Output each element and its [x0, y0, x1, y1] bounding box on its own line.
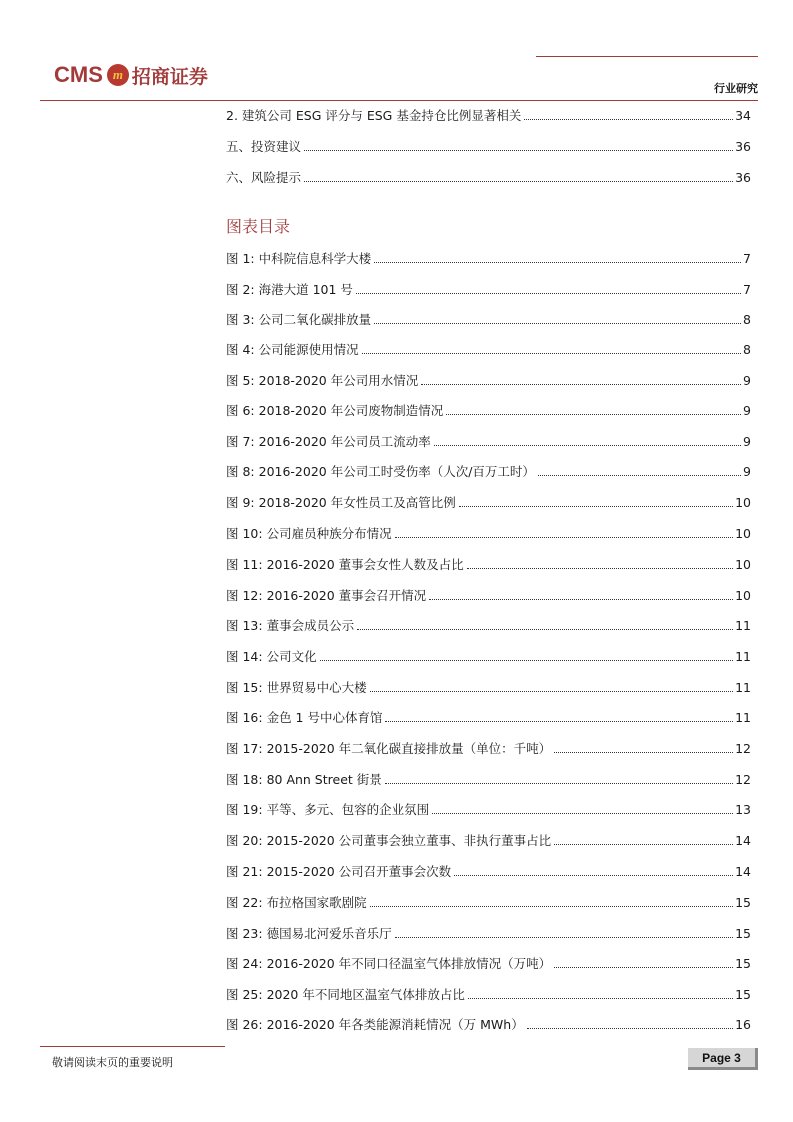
- leader-dots: [356, 293, 741, 294]
- leader-dots: [524, 119, 733, 120]
- leader-dots: [304, 181, 733, 182]
- figure-entry-page: 9: [743, 464, 751, 479]
- leader-dots: [395, 537, 734, 538]
- leader-dots: [421, 384, 741, 385]
- figure-entry[interactable]: [226, 832, 751, 850]
- figure-entry[interactable]: [226, 372, 751, 390]
- leader-dots: [429, 599, 733, 600]
- footer-disclaimer: 敬请阅读末页的重要说明: [52, 1056, 173, 1069]
- figure-entry-page: 14: [735, 833, 751, 848]
- leader-dots: [454, 875, 733, 876]
- leader-dots: [432, 813, 733, 814]
- figure-entry[interactable]: [226, 771, 751, 789]
- leader-dots: [446, 414, 741, 415]
- toc-entry-page: 34: [735, 108, 751, 123]
- figure-entry-title: 图 10: 公司雇员种族分布情况: [226, 526, 392, 541]
- page-number-badge: Page 3: [688, 1048, 758, 1070]
- leader-dots: [304, 150, 733, 151]
- leader-dots: [385, 721, 733, 722]
- figure-entry[interactable]: [226, 587, 751, 605]
- toc-entry-title: 2. 建筑公司 ESG 评分与 ESG 基金持仓比例显著相关: [226, 108, 522, 123]
- leader-dots: [357, 629, 733, 630]
- leader-dots: [527, 1028, 733, 1029]
- figure-entry-page: 10: [735, 495, 751, 510]
- figure-entry[interactable]: [226, 709, 751, 727]
- leader-dots: [320, 660, 734, 661]
- figure-entry-title: 图 8: 2016-2020 年公司工时受伤率（人次/百万工时）: [226, 464, 535, 479]
- figure-entry[interactable]: [226, 740, 751, 758]
- figure-entry-page: 9: [743, 403, 751, 418]
- toc-entry[interactable]: [226, 169, 751, 187]
- figure-entry-page: 15: [735, 926, 751, 941]
- figure-entry-page: 8: [743, 342, 751, 357]
- figure-entry[interactable]: [226, 281, 751, 299]
- figure-entry-page: 10: [735, 526, 751, 541]
- figure-entry[interactable]: [226, 617, 751, 635]
- toc-entry-title: 六、风险提示: [226, 170, 302, 185]
- footer-divider: [40, 1046, 225, 1047]
- figure-entry-page: 11: [735, 680, 751, 695]
- figure-entry-title: 图 21: 2015-2020 公司召开董事会次数: [226, 864, 452, 879]
- figure-entry-title: 图 2: 海港大道 101 号: [226, 282, 353, 297]
- figure-entry-page: 7: [743, 282, 751, 297]
- leader-dots: [362, 353, 741, 354]
- figure-entry-page: 15: [735, 895, 751, 910]
- leader-dots: [374, 262, 741, 263]
- toc-entry[interactable]: [226, 107, 751, 125]
- figure-entry[interactable]: [226, 1016, 751, 1034]
- toc-entry-page: 36: [735, 139, 751, 154]
- figure-entry-page: 12: [735, 772, 751, 787]
- figure-entry-title: 图 6: 2018-2020 年公司废物制造情况: [226, 403, 444, 418]
- header-top-rule: [536, 56, 758, 57]
- leader-dots: [554, 844, 733, 845]
- leader-dots: [468, 998, 733, 999]
- figure-entry-title: 图 11: 2016-2020 董事会女性人数及占比: [226, 557, 464, 572]
- figure-entry-page: 15: [735, 987, 751, 1002]
- figure-entry-page: 14: [735, 864, 751, 879]
- figure-entry[interactable]: [226, 494, 751, 512]
- leader-dots: [370, 691, 734, 692]
- figure-entry-page: 13: [735, 802, 751, 817]
- toc-entry-page: 36: [735, 170, 751, 185]
- figure-entry-page: 9: [743, 373, 751, 388]
- figure-entry-page: 8: [743, 312, 751, 327]
- figure-entry[interactable]: [226, 925, 751, 943]
- leader-dots: [538, 475, 741, 476]
- header-divider: [40, 100, 758, 101]
- figure-entry-page: 9: [743, 434, 751, 449]
- figure-entry-title: 图 4: 公司能源使用情况: [226, 342, 359, 357]
- leader-dots: [467, 568, 733, 569]
- figure-entry-title: 图 20: 2015-2020 公司董事会独立董事、非执行董事占比: [226, 833, 552, 848]
- leader-dots: [395, 937, 734, 938]
- figure-entry[interactable]: [226, 525, 751, 543]
- figure-entry-title: 图 13: 董事会成员公示: [226, 618, 355, 633]
- figure-entry[interactable]: [226, 433, 751, 451]
- figure-entry-title: 图 9: 2018-2020 年女性员工及高管比例: [226, 495, 456, 510]
- figure-entry-page: 15: [735, 956, 751, 971]
- figure-entry-title: 图 24: 2016-2020 年不同口径温室气体排放情况（万吨）: [226, 956, 552, 971]
- report-category: 行业研究: [714, 82, 758, 95]
- leader-dots: [554, 752, 733, 753]
- leader-dots: [554, 967, 733, 968]
- figure-entry-page: 11: [735, 618, 751, 633]
- logo-chinese-text: 招商证券: [131, 65, 208, 88]
- figure-entry[interactable]: [226, 250, 751, 268]
- figure-entry-page: 16: [735, 1017, 751, 1032]
- figure-entry[interactable]: [226, 679, 751, 697]
- leader-dots: [385, 783, 733, 784]
- figure-list-heading: 图表目录: [226, 217, 291, 236]
- figure-entry-title: 图 7: 2016-2020 年公司员工流动率: [226, 434, 431, 449]
- logo-latin-text: CMS: [54, 62, 103, 87]
- figure-entry-title: 图 26: 2016-2020 年各类能源消耗情况（万 MWh）: [226, 1017, 524, 1032]
- leader-dots: [374, 323, 741, 324]
- figure-entry-title: 图 15: 世界贸易中心大楼: [226, 680, 367, 695]
- figure-entry-title: 图 23: 德国易北河爱乐音乐厅: [226, 926, 392, 941]
- figure-entry-title: 图 18: 80 Ann Street 街景: [226, 772, 382, 787]
- figure-entry-title: 图 1: 中科院信息科学大楼: [226, 251, 372, 266]
- figure-entry-title: 图 14: 公司文化: [226, 649, 317, 664]
- figure-entry[interactable]: [226, 863, 751, 881]
- figure-entry-title: 图 16: 金色 1 号中心体育馆: [226, 710, 383, 725]
- figure-entry-title: 图 3: 公司二氧化碳排放量: [226, 312, 372, 327]
- figure-entry[interactable]: [226, 955, 751, 973]
- figure-entry[interactable]: [226, 986, 751, 1004]
- leader-dots: [370, 906, 734, 907]
- figure-entry-title: 图 19: 平等、多元、包容的企业氛围: [226, 802, 430, 817]
- figure-entry[interactable]: [226, 801, 751, 819]
- toc-entry[interactable]: [226, 138, 751, 156]
- figure-entry-title: 图 5: 2018-2020 年公司用水情况: [226, 373, 419, 388]
- figure-entry-page: 10: [735, 557, 751, 572]
- figure-entry[interactable]: [226, 311, 751, 329]
- figure-entry-title: 图 22: 布拉格国家歌剧院: [226, 895, 367, 910]
- figure-entry-title: 图 17: 2015-2020 年二氧化碳直接排放量（单位：千吨）: [226, 741, 552, 756]
- company-logo: [54, 60, 208, 90]
- toc-entry-title: 五、投资建议: [226, 139, 302, 154]
- figure-entry[interactable]: [226, 648, 751, 666]
- figure-entry-title: 图 12: 2016-2020 董事会召开情况: [226, 588, 427, 603]
- figure-entry[interactable]: [226, 556, 751, 574]
- figure-entry-page: 7: [743, 251, 751, 266]
- figure-entry-page: 10: [735, 588, 751, 603]
- leader-dots: [434, 445, 741, 446]
- leader-dots: [459, 506, 733, 507]
- figure-entry[interactable]: [226, 402, 751, 420]
- figure-entry[interactable]: [226, 894, 751, 912]
- figure-entry-page: 11: [735, 710, 751, 725]
- figure-entry-title: 图 25: 2020 年不同地区温室气体排放占比: [226, 987, 465, 1002]
- figure-entry[interactable]: [226, 463, 751, 481]
- figure-entry-page: 12: [735, 741, 751, 756]
- logo-mark-icon: m: [107, 64, 129, 86]
- figure-entry-page: 11: [735, 649, 751, 664]
- figure-entry[interactable]: [226, 341, 751, 359]
